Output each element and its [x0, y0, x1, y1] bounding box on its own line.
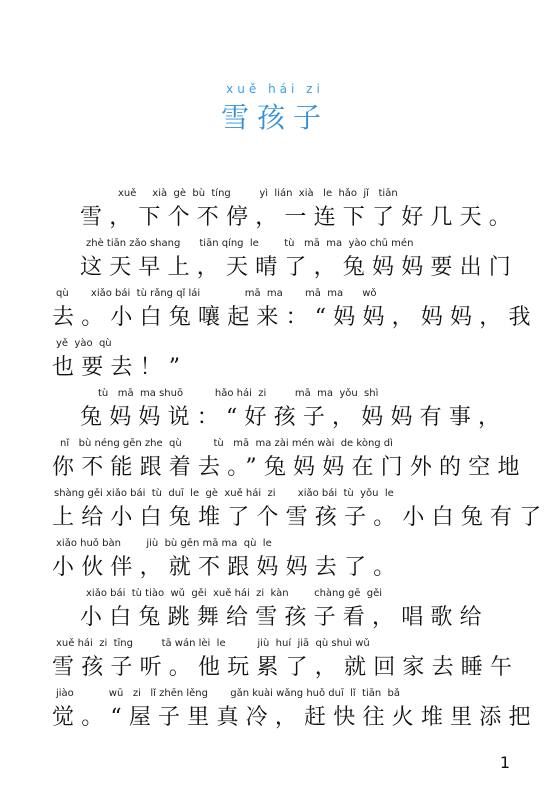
- text-line-3: 去。小白兔嚷起来：“妈妈，妈妈，我: [52, 305, 538, 330]
- pinyin-line-6: nǐ bù néng gēn zhe qù tù mā ma zài mén wài de kòng dì: [60, 438, 393, 449]
- pinyin-line-7: shàng gěi xiǎo bái tù duī le gè xuě hái zi xiǎo bái tù yǒu le: [54, 488, 394, 499]
- text-line-8: 小伙伴，就不跟妈妈去了。: [52, 555, 403, 580]
- page-number: 1: [499, 753, 510, 772]
- text-line-1: 雪，下个不停，一连下了好几天。: [80, 205, 519, 230]
- text-line-11: 觉。“屋子里真冷，赶快往火堆里添把: [52, 705, 538, 730]
- page-title: 雪孩子: [220, 101, 329, 134]
- pinyin-line-3: qù xiǎo bái tù rǎng qǐ lái mā ma mā ma wǒ: [56, 288, 377, 299]
- text-line-7: 上给小白兔堆了个雪孩子。小白兔有了: [52, 505, 549, 530]
- pinyin-line-4: yě yào qù: [56, 338, 112, 349]
- title-pinyin: xuě hái zi: [226, 82, 324, 96]
- pinyin-line-5: tù mā ma shuō hǎo hái zi mā ma yǒu shì: [98, 388, 379, 399]
- text-line-10: 雪孩子听。他玩累了，就回家去睡午: [52, 655, 520, 680]
- text-line-4: 也要去！”: [52, 355, 188, 380]
- text-line-9: 小白兔跳舞给雪孩子看，唱歌给: [80, 605, 489, 630]
- pinyin-line-2: zhè tiān zǎo shang tiān qíng le tù mā ma yào chū mén: [86, 238, 414, 249]
- pinyin-line-11: jiào wū zi lǐ zhēn lěng gǎn kuài wǎng huǒ duī lǐ tiān bǎ: [56, 688, 401, 699]
- pinyin-line-9: xiǎo bái tù tiào wǔ gěi xuě hái zi kàn chàng gē gěi: [86, 588, 383, 599]
- text-line-5: 兔妈妈说：“好孩子，妈妈有事，: [80, 405, 508, 430]
- text-line-2: 这天早上，天晴了，兔妈妈要出门: [80, 255, 519, 280]
- pinyin-line-8: xiǎo huǒ bàn jiù bù gēn mā ma qù le: [56, 538, 272, 549]
- pinyin-line-1: xuě xià gè bù tíng yì lián xià le hǎo jǐ tiān: [118, 188, 398, 199]
- pinyin-line-10: xuě hái zi tīng tā wán lèi le jiù huí jiā qù shuì wǔ: [56, 638, 370, 649]
- text-line-6: 你不能跟着去。”兔妈妈在门外的空地: [52, 455, 527, 480]
